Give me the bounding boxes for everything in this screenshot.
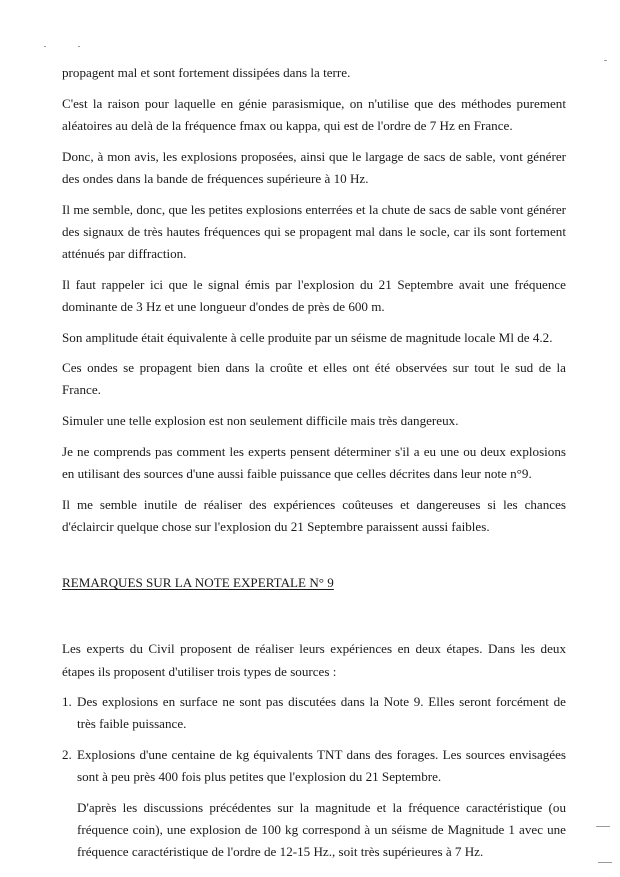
scan-speck	[596, 826, 610, 827]
paragraph: Ces ondes se propagent bien dans la croûte et elles ont été observées sur tout le sud de la France.	[62, 360, 566, 398]
paragraph: Il faut rappeler ici que le signal émis par l'explosion du 21 Septembre avait une fréquence dominante de 3 Hz et une longueur d'ondes de près de 600 m.	[62, 276, 566, 314]
paragraph: Son amplitude était équivalente à celle produite par un séisme de magnitude locale Ml de 4.2.	[62, 329, 553, 345]
paragraph: Donc, à mon avis, les explosions proposées, ainsi que le largage de sacs de sable, vont générer des ondes dans la bande de fréquences supérieure à 10 Hz.	[62, 148, 566, 186]
intro-paragraph: Les experts du Civil proposent de réaliser leurs expériences en deux étapes. Dans les deux étapes ils proposent d'utiliser trois types de sources :	[62, 641, 566, 679]
continuation-paragraph: D'après les discussions précédentes sur la magnitude et la fréquence caractéristique (ou fréquence coin), une explosion de 100 kg correspond à un séisme de Magnitude 1 avec une fréquence caractéristique de l'ordre de 12-15 Hz., soit très supérieures à 7 Hz.	[77, 800, 566, 860]
scan-speck	[78, 46, 80, 47]
list-item	[62, 691, 566, 735]
scan-speck	[604, 60, 607, 61]
list-text: Explosions d'une centaine de kg équivalents TNT dans des forages. Les sources envisagées sont à peu près 400 fois plus petites que l'explosion du 21 Septembre.	[77, 747, 566, 785]
paragraph: propagent mal et sont fortement dissipées dans la terre.	[62, 65, 351, 80]
list-number: 1.	[62, 694, 72, 710]
paragraph: Il me semble, donc, que les petites explosions enterrées et la chute de sacs de sable vont générer des signaux de très hautes fréquences qui se propagent mal dans le socle, car ils sont fortement atténués par diffraction.	[62, 201, 566, 261]
list-text: Des explosions en surface ne sont pas discutées dans la Note 9. Elles seront forcément de très faible puissance.	[77, 694, 566, 732]
list-number: 2.	[62, 747, 72, 763]
paragraph: Je ne comprends pas comment les experts pensent déterminer s'il a eu une ou deux explosions en utilisant des sources d'une aussi faible puissance que celles décrites dans leur note n°9.	[62, 443, 566, 482]
scan-speck	[44, 46, 46, 47]
document-body	[62, 62, 566, 872]
paragraph: Simuler une telle explosion est non seulement difficile mais très dangereux.	[62, 413, 459, 429]
scan-speck	[598, 862, 612, 863]
list-item	[62, 744, 566, 788]
paragraph: Il me semble inutile de réaliser des expériences coûteuses et dangereuses si les chances d'éclaircir quelque chose sur l'explosion du 21 Septembre paraissent aussi faibles.	[62, 496, 566, 534]
section-heading: REMARQUES SUR LA NOTE EXPERTALE N° 9	[62, 575, 334, 591]
paragraph: C'est la raison pour laquelle en génie parasismique, on n'utilise que des méthodes purement aléatoires au delà de la fréquence fmax ou kappa, qui est de l'ordre de 7 Hz en France.	[62, 95, 566, 133]
